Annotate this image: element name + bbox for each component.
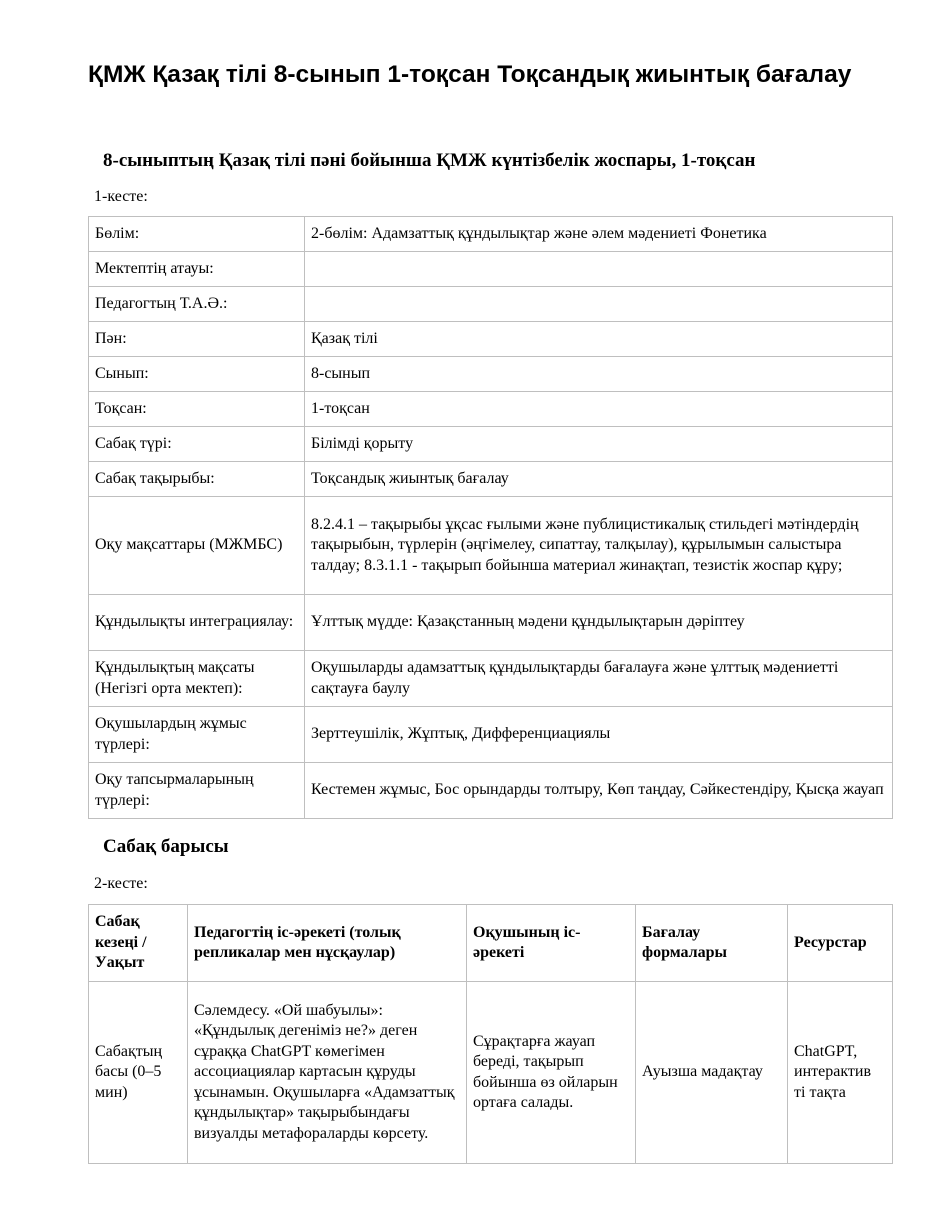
lesson-heading: Сабақ барысы — [103, 836, 229, 857]
row-value — [305, 287, 893, 322]
row-label: Педагогтың Т.А.Ә.: — [89, 287, 305, 322]
cell-resources: ChatGPT, интерактив ті тақта — [788, 982, 893, 1164]
row-value: 1-тоқсан — [305, 392, 893, 427]
table-row — [89, 322, 893, 357]
row-label: Мектептің атауы: — [89, 252, 305, 287]
header-stage: Сабақ кезеңі / Уақыт — [89, 905, 188, 982]
row-value: Ұлттық мүдде: Қазақстанның мәдени құндылықтарын дәріптеу — [305, 595, 893, 651]
row-label: Тоқсан: — [89, 392, 305, 427]
table-row — [89, 651, 893, 707]
row-label: Сынып: — [89, 357, 305, 392]
lesson-progress-table — [88, 904, 893, 1164]
row-value: Кестемен жұмыс, Бос орындарды толтыру, Көп таңдау, Сәйкестендіру, Қысқа жауап — [305, 763, 893, 819]
table-row — [89, 252, 893, 287]
row-label: Оқу тапсырмаларының түрлері: — [89, 763, 305, 819]
table-row — [89, 462, 893, 497]
table-row — [89, 497, 893, 595]
header-teacher-activity: Педагогтің іс-әрекеті (толық репликалар мен нұсқаулар) — [188, 905, 467, 982]
row-label: Сабақ тақырыбы: — [89, 462, 305, 497]
table-row — [89, 217, 893, 252]
table-row — [89, 595, 893, 651]
row-label: Сабақ түрі: — [89, 427, 305, 462]
table-row — [89, 707, 893, 763]
row-value: 8.2.4.1 – тақырыбы ұқсас ғылыми және публицистикалық стильдегі мәтіндердің тақырыбын, түрлерін (әңгімелеу, сипаттау, талқылау), құрылымын салыстыра талдау; 8.3.1.1 - тақырып бойынша материал жинақтап, тезистік жоспар құру; — [305, 497, 893, 595]
row-label: Оқушылардың жұмыс түрлері: — [89, 707, 305, 763]
table-header-row — [89, 905, 893, 982]
cell-stage: Сабақтың басы (0–5 мин) — [89, 982, 188, 1164]
document-title: ҚМЖ Қазақ тілі 8-сынып 1-тоқсан Тоқсандық жиынтық бағалау — [88, 61, 852, 88]
header-resources: Ресурстар — [788, 905, 893, 982]
row-value: Білімді қорыту — [305, 427, 893, 462]
row-value: Тоқсандық жиынтық бағалау — [305, 462, 893, 497]
row-label: Құндылықтың мақсаты (Негізгі орта мектеп): — [89, 651, 305, 707]
row-label: Оқу мақсаттары (МЖМБС) — [89, 497, 305, 595]
row-label: Бөлім: — [89, 217, 305, 252]
plan-heading: 8-сыныптың Қазақ тілі пәні бойынша ҚМЖ күнтізбелік жоспары, 1-тоқсан — [103, 150, 756, 171]
cell-student-activity: Сұрақтарға жауап береді, тақырып бойынша өз ойларын ортаға салады. — [467, 982, 636, 1164]
cell-teacher-activity: Сәлемдесу. «Ой шабуылы»: «Құндылық дегеніміз не?» деген сұраққа ChatGPT көмегімен ассоциациялар картасын құруды ұсынамын. Оқушыларға «Адамзаттық құндылықтар» тақырыбындағы визуалды метафораларды көрсету. — [188, 982, 467, 1164]
row-label: Құндылықты интеграциялау: — [89, 595, 305, 651]
row-value: Оқушыларды адамзаттық құндылықтарды бағалауға және ұлттық мәдениетті сақтауға баулу — [305, 651, 893, 707]
header-student-activity: Оқушының іс-әрекеті — [467, 905, 636, 982]
row-value: Зерттеушілік, Жұптық, Дифференциациялы — [305, 707, 893, 763]
table-row — [89, 763, 893, 819]
cell-assessment: Ауызша мадақтау — [636, 982, 788, 1164]
table-row — [89, 427, 893, 462]
header-assessment: Бағалау формалары — [636, 905, 788, 982]
row-value — [305, 252, 893, 287]
plan-table-caption: 1-кесте: — [94, 188, 148, 205]
row-value: 8-сынып — [305, 357, 893, 392]
lesson-table-caption: 2-кесте: — [94, 875, 148, 892]
row-label: Пән: — [89, 322, 305, 357]
table-row — [89, 287, 893, 322]
row-value: Қазақ тілі — [305, 322, 893, 357]
plan-info-table — [88, 216, 893, 819]
table-row — [89, 392, 893, 427]
table-row — [89, 982, 893, 1164]
table-row — [89, 357, 893, 392]
row-value: 2-бөлім: Адамзаттық құндылықтар және әлем мәдениеті Фонетика — [305, 217, 893, 252]
